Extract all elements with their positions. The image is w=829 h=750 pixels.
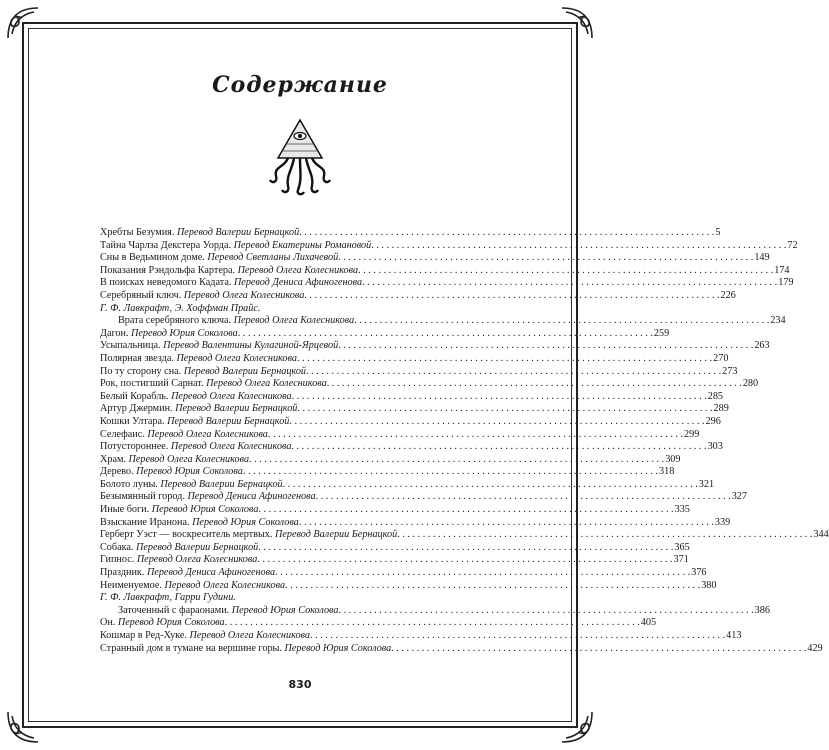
toc-author: Г. Ф. Лавкрафт, Гарри Гудини. [100,592,236,604]
toc-leader-dots [397,529,812,542]
toc-page-number: 273 [722,365,738,377]
toc-entry-text [100,529,397,542]
toc-leader-dots [258,542,673,555]
toc-leader-dots [291,441,706,454]
toc-page-number: 413 [726,630,742,641]
toc-entry-text [100,643,391,656]
toc-entry-text [100,340,338,353]
toc-page-number: 405 [640,617,657,629]
toc-entry-text [100,403,297,416]
toc-translator: Перевод Екатерины Романовой [233,239,372,251]
toc-translator: Перевод Юрия Соколова [284,642,392,654]
toc-entry [100,504,690,517]
toc-page-number: 179 [778,277,794,289]
toc-page-number: 270 [713,352,729,364]
toc-entry-text [100,328,238,341]
toc-entry [100,264,790,278]
toc-title: По ту сторону сна. [100,365,184,377]
toc-leader-dots [292,391,707,404]
toc-translator: Перевод Олега Колесникова [136,554,258,566]
toc-entry [100,352,729,366]
toc-translator: Перевод Валерии Бернацкой [183,365,307,377]
toc-entry [100,340,770,353]
toc-title: Показания Рэндольфа Картера. [100,264,238,276]
toc-entry [100,642,823,656]
toc-leader-dots [310,630,725,643]
toc-entry [100,315,786,328]
toc-translator: Перевод Олега Колесникова [189,630,311,641]
toc-title: Храм. [100,453,129,465]
toc-translator: Перевод Олега Колесникова [170,441,292,453]
toc-title: Болото луны. [100,478,161,490]
toc-page-number: 365 [674,541,690,553]
toc-translator: Перевод Юрия Соколова [131,327,238,339]
toc-title: Серебряный ключ. [100,289,184,301]
toc-author: Г. Ф. Лавкрафт, Э. Хоффман Прайс. [100,302,261,314]
toc-leader-dots [249,454,664,467]
toc-entry [100,579,717,593]
toc-page-number: 335 [674,504,690,516]
toc-entry-text [100,429,268,442]
toc-leader-dots [354,315,769,328]
toc-entry [100,239,798,253]
toc-title: Потустороннее. [100,441,171,453]
toc-entry [100,567,707,580]
toc-entry-text [100,353,297,366]
toc-title: Рок, постигший Сарнат. [100,378,207,390]
toc-title: Хребты Безумия. [100,227,177,238]
toc-leader-dots [362,277,777,290]
toc-title: Странный дом в тумане на вершине горы. [100,642,285,654]
toc-page-number: 309 [665,453,681,465]
toc-page-number: 263 [754,340,770,352]
pyramid-tentacle-icon [266,116,334,196]
toc-entry [100,491,747,504]
toc-leader-dots [268,429,683,442]
toc-title: Заточенный с фараонами. [118,604,232,616]
toc-page-number: 296 [705,415,721,427]
toc-title: Кошмар в Ред-Хуке. [100,630,190,641]
toc-page-number: 321 [698,478,715,490]
toc-page-number: 429 [807,642,823,654]
toc-translator: Перевод Юрия Соколова [136,466,243,478]
toc-entry-text [100,554,257,567]
toc-translator: Перевод Олега Колесникова [128,453,250,465]
toc-leader-dots [285,580,700,593]
toc-translator: Перевод Олега Колесникова [233,315,355,327]
toc-entry-text [100,441,291,454]
toc-entry [100,617,657,630]
toc-page-number: 380 [701,579,717,591]
toc-leader-dots [339,605,754,618]
toc-entry-text [100,252,338,265]
toc-entry-text [100,277,362,290]
toc-entry-text [100,630,310,643]
toc-leader-dots [275,567,690,580]
toc-translator: Перевод Олега Колесникова [147,428,268,440]
toc-translator: Перевод Олега Колесникова [176,352,297,364]
toc-author-line [100,303,512,316]
toc-entry-text [100,416,289,429]
toc-entry-text [118,315,354,328]
ornament-corner-icon [6,6,40,40]
toc-title: Кошки Ултара. [100,415,168,427]
ornament-corner-icon [560,6,594,40]
toc-entry [100,378,759,391]
toc-translator: Перевод Олега Колесникова [164,579,286,591]
toc-entry [100,541,690,555]
toc-title: Дагон. [100,327,132,339]
toc-entry-text [100,240,371,253]
toc-author-line [100,592,512,605]
toc-title: Праздник. [100,567,147,579]
toc-title: Он. [100,617,118,629]
page-title: Содержание [212,72,388,98]
toc-entry-text [100,542,258,555]
toc-page-number: 72 [787,239,798,251]
toc-title: Белый Корабль. [100,390,172,402]
toc-translator: Перевод Юрия Соколова [151,504,259,516]
toc-entry [100,554,689,567]
toc-leader-dots [306,366,721,379]
table-of-contents [100,227,829,655]
toc-page-number: 327 [731,491,747,503]
toc-entry [100,289,736,303]
toc-translator: Перевод Валерии Бернацкой [176,227,300,238]
toc-translator: Перевод Дениса Афиногенова [146,567,276,579]
toc-title: Взыскание Иранона. [100,516,193,528]
toc-page-number: 344 [813,529,829,541]
toc-leader-dots [371,240,786,253]
toc-title: Тайна Чарлза Декстера Уорда. [100,239,234,251]
toc-page-number: 371 [673,554,689,566]
toc-entry [100,529,829,542]
page-number: 830 [288,678,312,691]
toc-entry-text [100,290,304,303]
toc-leader-dots [338,340,753,353]
toc-title: Артур Джермин. [100,403,176,415]
toc-page-number: 318 [659,466,675,478]
toc-translator: Перевод Олега Колесникова [183,289,305,301]
toc-entry-text [100,517,299,530]
toc-title: Селефаис. [100,428,148,440]
toc-entry-text [100,391,292,404]
toc-translator: Перевод Валерии Бернацкой [274,529,398,541]
toc-title: Безымянный город. [100,491,188,503]
toc-leader-dots [304,290,719,303]
toc-leader-dots [243,466,658,479]
toc-entry [100,365,738,379]
toc-translator: Перевод Валерии Бернацкой [136,541,259,553]
toc-entry [100,252,770,265]
toc-entry-text [100,265,358,278]
toc-entry-text [100,504,258,517]
toc-entry [100,478,715,492]
toc-page-number: 285 [707,390,724,402]
toc-entry [100,277,794,290]
toc-entry-text [100,227,299,240]
toc-entry-text [100,491,316,504]
toc-leader-dots [289,416,704,429]
toc-leader-dots [258,504,673,517]
toc-entry-text [100,580,285,593]
toc-entry [100,415,721,429]
toc-leader-dots [299,517,714,530]
toc-translator: Перевод Олега Колесникова [237,264,359,276]
toc-translator: Перевод Юрия Соколова [117,617,225,629]
toc-leader-dots [297,353,712,366]
toc-title: Усыпальница. [100,340,164,352]
toc-leader-dots [299,227,714,240]
toc-title: Герберт Уэст — воскреситель мертвых. [100,529,275,541]
toc-title: В поисках неведомого Кадата. [100,277,234,289]
toc-page-number: 386 [754,604,770,616]
toc-translator: Перевод Дениса Афиногенова [233,277,363,289]
toc-entry [100,403,729,416]
toc-entry [100,516,731,530]
toc-translator: Перевод Светланы Лихачевой [207,252,339,264]
toc-entry [100,630,742,643]
toc-entry-text [100,479,283,492]
toc-leader-dots [257,554,672,567]
toc-entry [100,327,670,341]
toc-page-number: 299 [684,428,700,440]
toc-leader-dots [238,328,653,341]
toc-translator: Перевод Валерии Бернацкой [175,403,298,415]
toc-page-number: 149 [754,252,770,264]
toc-page-number: 339 [714,516,731,528]
toc-entry-text [100,366,306,379]
toc-title: Собака. [100,541,137,553]
toc-page-number: 303 [707,441,723,453]
toc-translator: Перевод Юрия Соколова [192,516,299,528]
toc-title: Неименуемое. [100,579,165,591]
ornament-corner-icon [560,710,594,744]
toc-entry-text [100,378,327,391]
toc-page-number: 234 [770,315,786,327]
toc-entry [100,466,675,479]
toc-entry [100,428,700,442]
ornament-corner-icon [6,710,40,744]
toc-leader-dots [283,479,698,492]
toc-entry-text [118,605,339,618]
toc-translator: Перевод Олега Колесникова [206,378,327,390]
toc-title: Полярная звезда. [100,352,177,364]
toc-title: Иные боги. [100,504,152,516]
toc-translator: Перевод Юрия Соколова [231,604,339,616]
toc-entry-text [100,454,249,467]
toc-entry [100,604,770,618]
toc-page-number: 280 [742,378,759,390]
toc-entry [100,390,724,404]
toc-translator: Перевод Олега Колесникова [171,390,292,402]
toc-entry-text [100,567,275,580]
toc-translator: Перевод Дениса Афиногенова [187,491,316,503]
toc-page-number: 5 [715,227,721,238]
toc-entry-text [100,617,225,630]
toc-leader-dots [297,403,712,416]
toc-translator: Перевод Валерии Бернацкой [160,478,283,490]
toc-title: Гипнос. [100,554,137,566]
toc-title: Врата серебряного ключа. [118,315,234,327]
toc-leader-dots [391,643,806,656]
toc-page-number: 174 [774,264,790,276]
toc-page-number: 376 [691,567,707,579]
toc-title: Дерево. [100,466,137,478]
toc-entry-text [100,466,243,479]
toc-page-number: 259 [653,327,670,339]
toc-leader-dots [327,378,742,391]
toc-title: Сны в Ведьмином доме. [100,252,208,264]
toc-entry [100,453,681,467]
toc-translator: Перевод Валентины Кулагиной-Ярцевой [163,340,339,352]
toc-leader-dots [316,491,731,504]
toc-leader-dots [225,617,640,630]
toc-translator: Перевод Валерии Бернацкой [167,415,290,427]
toc-leader-dots [338,252,753,265]
toc-entry [100,227,721,240]
toc-leader-dots [358,265,773,278]
toc-page-number: 226 [720,289,736,301]
toc-page-number: 289 [713,403,729,415]
toc-entry [100,441,723,454]
